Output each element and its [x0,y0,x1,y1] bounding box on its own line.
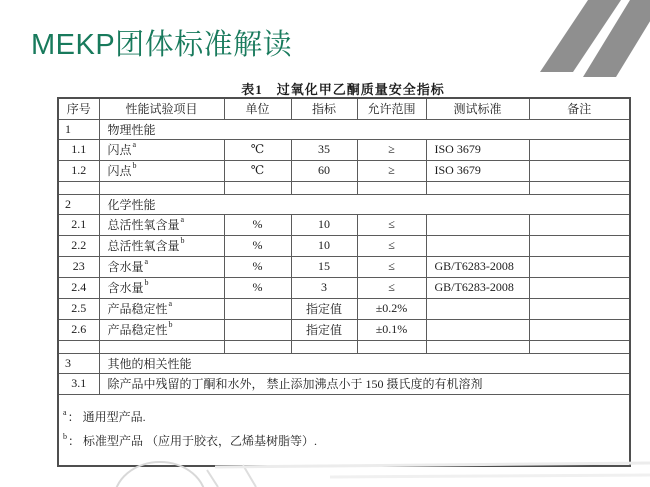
footnote-superscript: b [63,431,67,441]
cell-no: 1.2 [58,160,99,181]
cell-no: 2 [58,194,99,214]
cell-empty [529,340,630,353]
item-superscript: a [144,257,149,266]
table-row [58,256,630,277]
cell-empty [357,340,426,353]
cell-range: ≤ [357,214,426,235]
item-superscript: a [132,140,137,149]
item-text: 产品稳定性 [107,323,168,337]
cell-item [99,235,224,256]
item-superscript: b [144,278,149,287]
cell-no: 2.4 [58,277,99,298]
cell-category-label: 化学性能 [99,194,630,214]
footnote-text: ： 标准型产品 （应用于胶衣，乙烯基树脂等）. [68,433,318,448]
cell-item [99,319,224,340]
footnote-line [63,406,625,429]
spec-table-body [58,119,630,466]
cell-empty [426,340,529,353]
corner-stripes-graphic [520,0,650,80]
cell-index: 3 [291,277,357,298]
cell-empty [291,340,357,353]
item-text: 含水量 [107,260,144,274]
cell-empty [529,181,630,194]
cell-item [99,139,224,160]
cell-index: 10 [291,235,357,256]
item-superscript: b [180,236,185,245]
column-header-index: 指标 [291,98,357,119]
table-row [58,298,630,319]
cell-no: 2.6 [58,319,99,340]
cell-item [99,298,224,319]
cell-item [99,256,224,277]
cell-no: 1.1 [58,139,99,160]
cell-unit: % [224,214,291,235]
table-row [58,160,630,181]
cell-no: 2.1 [58,214,99,235]
table-row [58,319,630,340]
cell-empty [99,340,224,353]
table-row [58,214,630,235]
cell-no: 3 [58,353,99,373]
footnote-line [63,430,625,453]
cell-item [99,160,224,181]
cell-index: 10 [291,214,357,235]
cell-index: 15 [291,256,357,277]
cell-standard [426,298,529,319]
column-header-standard: 测试标准 [426,98,529,119]
cell-empty [224,340,291,353]
cell-remark [529,298,630,319]
table-row [58,353,630,373]
cell-unit [224,319,291,340]
cell-standard: GB/T6283-2008 [426,277,529,298]
cell-no: 3.1 [58,373,99,394]
cell-standard [426,214,529,235]
cell-standard [426,319,529,340]
cell-range: ≤ [357,256,426,277]
cell-range: ≤ [357,235,426,256]
cell-category-label: 其他的相关性能 [99,353,630,373]
cell-no: 2.2 [58,235,99,256]
cell-index: 60 [291,160,357,181]
footnote-cell [58,394,630,466]
cell-no: 23 [58,256,99,277]
column-header-unit: 单位 [224,98,291,119]
footnote-text: ： 通用型产品. [67,410,146,425]
cell-unit: ℃ [224,139,291,160]
cell-no: 1 [58,119,99,139]
cell-empty [291,181,357,194]
cell-unit [224,298,291,319]
cell-standard: GB/T6283-2008 [426,256,529,277]
cell-standard: ISO 3679 [426,160,529,181]
footnote-superscript: a [63,408,67,418]
item-text: 总活性氧含量 [107,239,180,253]
cell-remark [529,139,630,160]
cell-index: 35 [291,139,357,160]
cell-empty [426,181,529,194]
table-row [58,277,630,298]
cell-remark [529,277,630,298]
table-row [58,194,630,214]
cell-range: ±0.2% [357,298,426,319]
cell-range: ≥ [357,139,426,160]
cell-unit: ℃ [224,160,291,181]
cell-empty [58,181,99,194]
item-text: 闪点 [107,143,132,157]
table-row [58,235,630,256]
cell-empty [224,181,291,194]
cell-range: ≤ [357,277,426,298]
item-superscript: b [168,320,173,329]
column-header-no: 序号 [58,98,99,119]
table-header-row [58,98,630,119]
cell-range: ±0.1% [357,319,426,340]
footnote-row [58,394,630,466]
cell-category-label: 物理性能 [99,119,630,139]
cell-unit: % [224,256,291,277]
cell-remark [529,214,630,235]
cell-span-text: 除产品中残留的丁酮和水外， 禁止添加沸点小于 150 摄氏度的有机溶剂 [99,373,630,394]
item-superscript: a [180,215,185,224]
item-text: 含水量 [107,281,144,295]
cell-item [99,277,224,298]
cell-remark [529,160,630,181]
table-row [58,373,630,394]
cell-empty [357,181,426,194]
column-header-remark: 备注 [529,98,630,119]
cell-empty [58,340,99,353]
item-superscript: a [168,299,173,308]
table-row [58,139,630,160]
cell-index: 指定值 [291,319,357,340]
column-header-item: 性能试验项目 [99,98,224,119]
cell-index: 指定值 [291,298,357,319]
cell-standard [426,235,529,256]
table-row [58,119,630,139]
spec-table [57,97,631,467]
slide-title: MEKP团体标准解读 [31,29,293,61]
item-superscript: b [132,161,137,170]
cell-remark [529,319,630,340]
item-text: 闪点 [107,164,132,178]
cell-unit: % [224,277,291,298]
cell-item [99,214,224,235]
table-caption: 表1 过氧化甲乙酮质量安全指标 [241,82,445,97]
cell-unit: % [224,235,291,256]
cell-empty [99,181,224,194]
column-header-range: 允许范围 [357,98,426,119]
item-text: 产品稳定性 [107,302,168,316]
cell-range: ≥ [357,160,426,181]
item-text: 总活性氧含量 [107,218,180,232]
cell-remark [529,235,630,256]
cell-no: 2.5 [58,298,99,319]
cell-remark [529,256,630,277]
table-row [58,340,630,353]
table-row [58,181,630,194]
cell-standard: ISO 3679 [426,139,529,160]
